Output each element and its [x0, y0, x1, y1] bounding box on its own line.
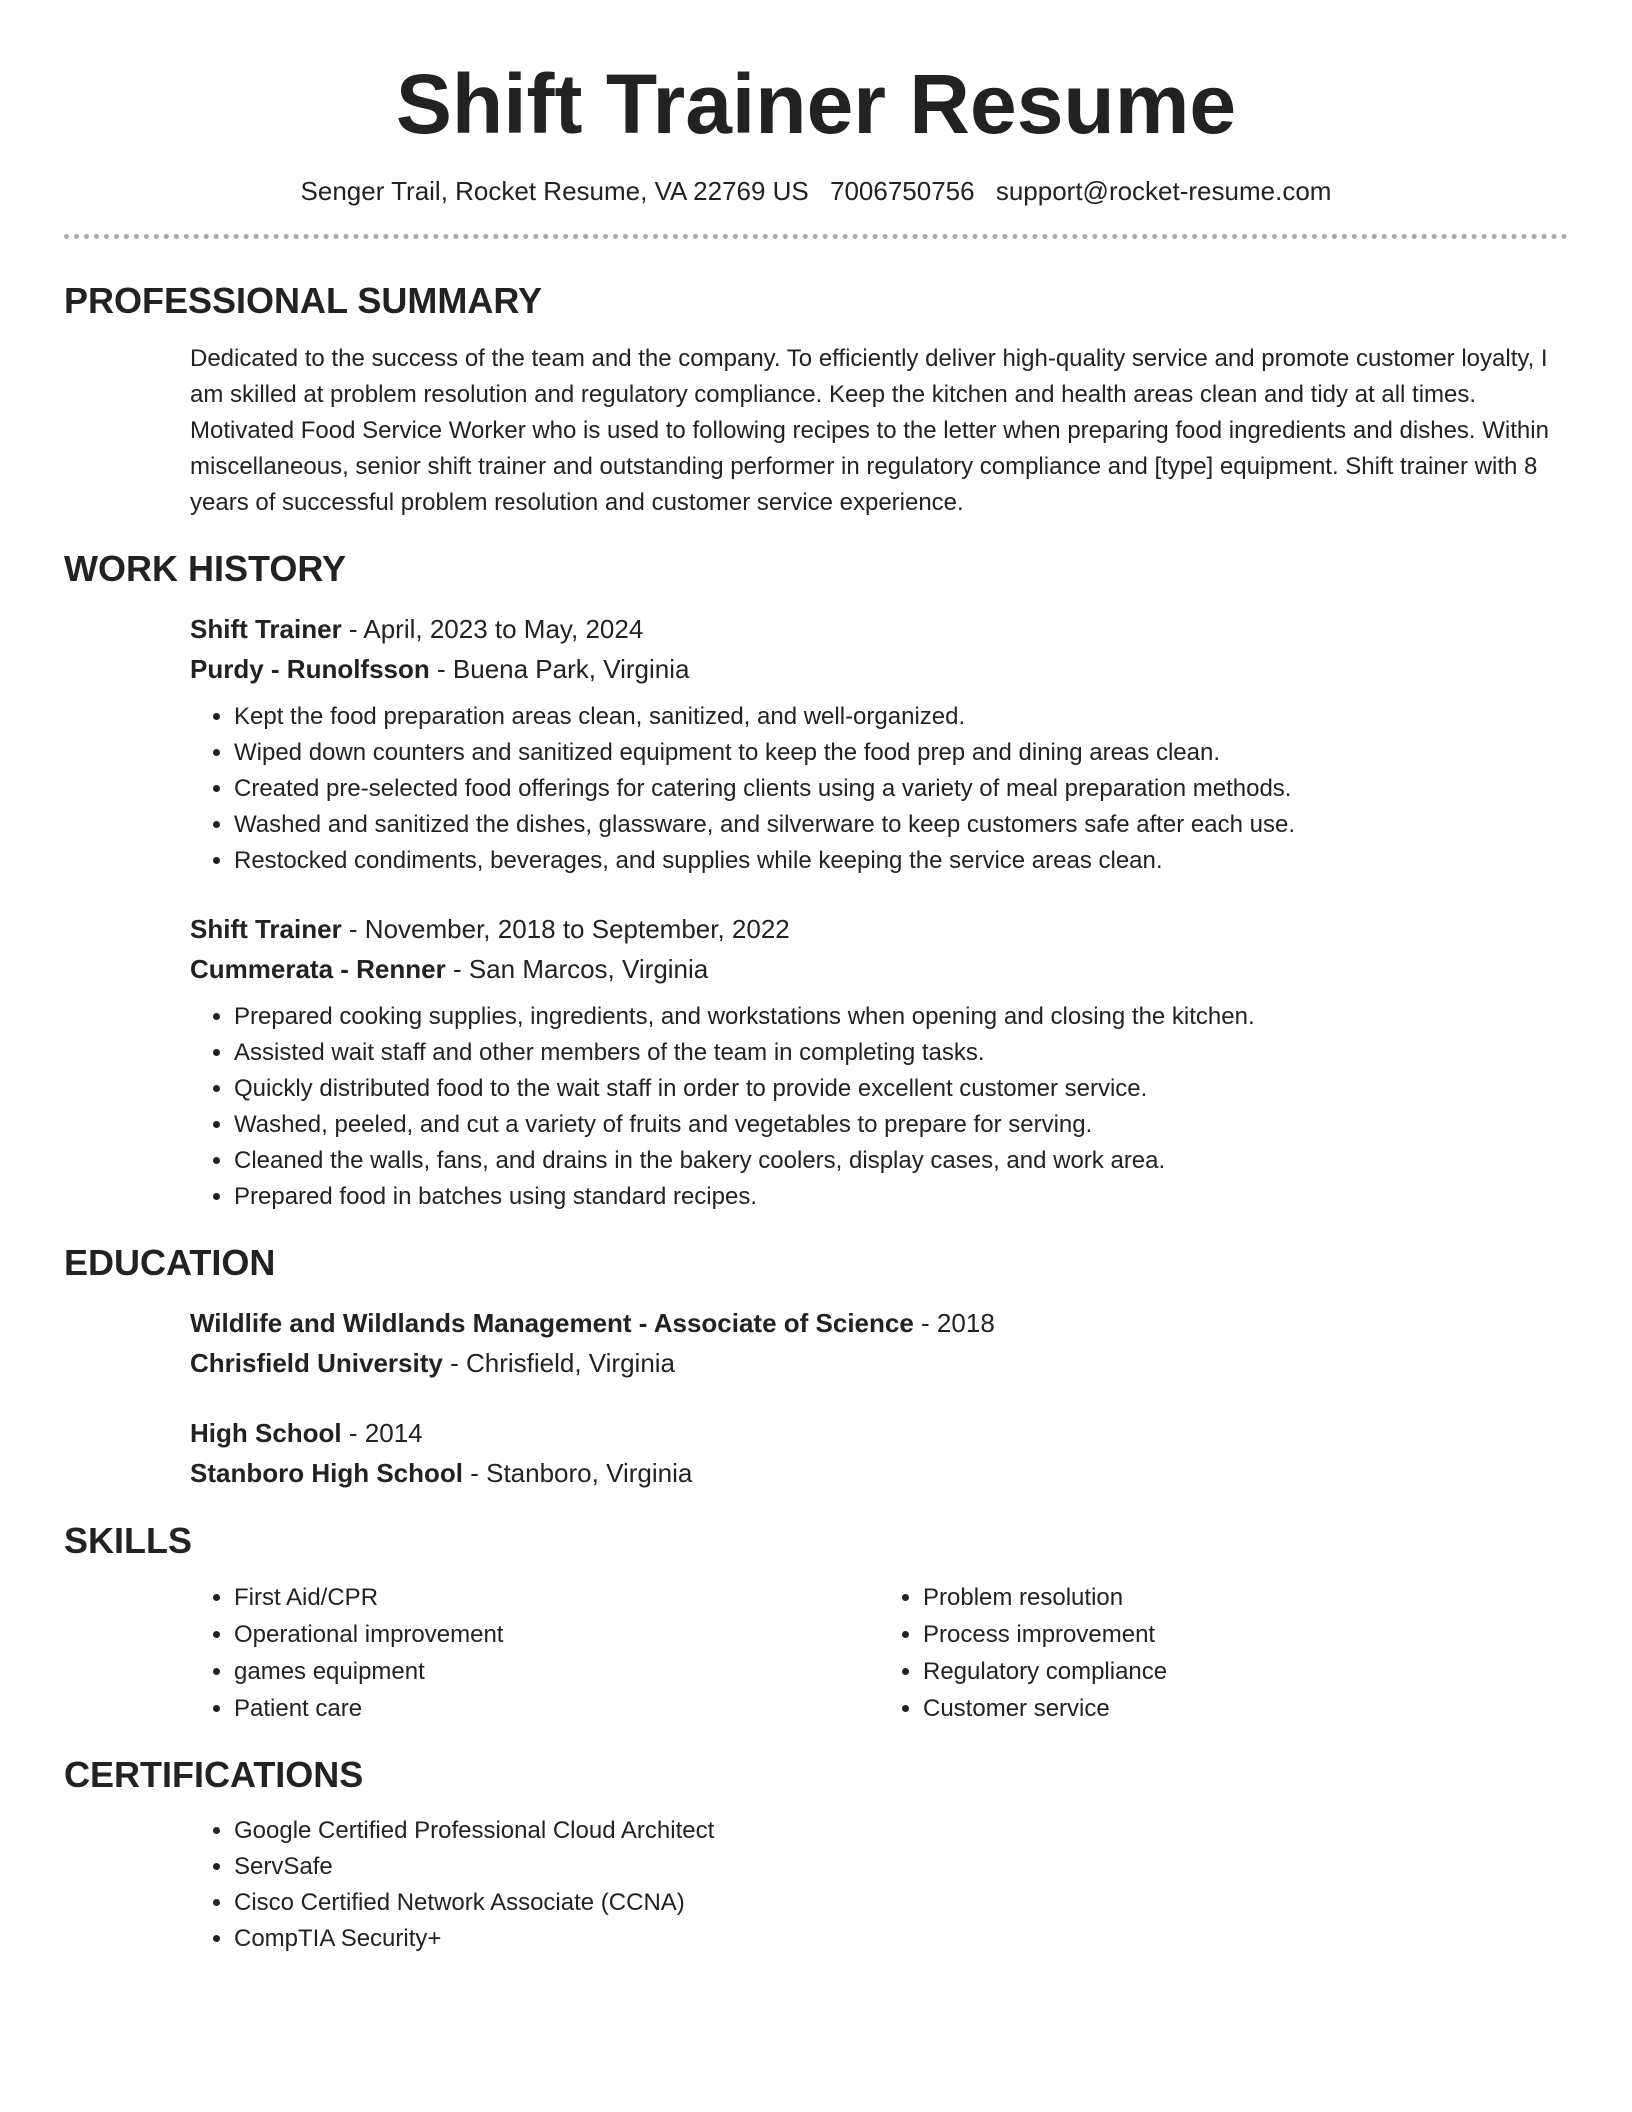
school-line — [190, 1343, 1568, 1383]
job-title-line — [190, 609, 1568, 649]
skills-list-right — [879, 1579, 1568, 1727]
degree-line — [190, 1413, 1568, 1453]
summary-text: Dedicated to the success of the team and the company. To efficiently deliver high-quality service and promote customer loyalty, I am skilled at problem resolution and regulatory compliance. Keep the kitchen and health areas clean and tidy at all times. Motivated Food Service Worker who is used to following recipes to the letter when preparing food ingredients and dishes. Within miscellaneous, senior shift trainer and outstanding performer in regulatory compliance and [type] equipment. Shift trainer with 8 years of successful problem resolution and customer service experience. — [190, 345, 1549, 516]
list-item: • Prepared cooking supplies, ingredients, and workstations when opening and closing the kitchen. — [234, 999, 1568, 1035]
education-section — [190, 1303, 1568, 1493]
job-duties-list — [190, 699, 1568, 879]
job-entry — [190, 609, 1568, 879]
skills-list-left — [190, 1579, 879, 1727]
list-item: • Kept the food preparation areas clean, sanitized, and well-organized. — [234, 699, 1568, 735]
summary-heading: PROFESSIONAL SUMMARY — [64, 280, 543, 321]
skill-item: • First Aid/CPR — [234, 1579, 879, 1616]
job-company: Cummerata - Renner — [190, 954, 446, 984]
list-item: • Wiped down counters and sanitized equipment to keep the food prep and dining areas clean. — [234, 735, 1568, 771]
education-entry — [190, 1413, 1568, 1493]
contact-phone: 7006750756 — [829, 176, 975, 206]
skills-section — [190, 1579, 1568, 1727]
skill-item: • games equipment — [234, 1653, 879, 1690]
list-item: • Cleaned the walls, fans, and drains in the bakery coolers, display cases, and work area. — [234, 1143, 1568, 1179]
work-history-section — [190, 609, 1568, 1215]
degree-year: - 2014 — [341, 1418, 423, 1448]
skill-item: • Patient care — [234, 1690, 879, 1727]
job-company: Purdy - Runolfsson — [190, 654, 430, 684]
resume-page — [64, 0, 1568, 1957]
certifications-heading: CERTIFICATIONS — [64, 1754, 364, 1795]
list-item: • Assisted wait staff and other members of the team in completing tasks. — [234, 1035, 1568, 1071]
certification-item: • ServSafe — [234, 1849, 1568, 1885]
work-history-heading: WORK HISTORY — [64, 548, 347, 589]
skill-item: • Operational improvement — [234, 1616, 879, 1653]
contact-line — [64, 174, 1568, 208]
resume-title: Shift Trainer Resume — [395, 57, 1237, 151]
contact-email: support@rocket-resume.com — [995, 176, 1332, 206]
education-heading: EDUCATION — [64, 1242, 276, 1283]
skills-heading: SKILLS — [64, 1520, 193, 1561]
school-location: - Chrisfield, Virginia — [442, 1348, 676, 1378]
job-role: Shift Trainer — [190, 614, 342, 644]
job-dates: - November, 2018 to September, 2022 — [341, 914, 790, 944]
certification-item: • CompTIA Security+ — [234, 1921, 1568, 1957]
skill-item: • Problem resolution — [923, 1579, 1568, 1616]
certifications-list — [190, 1813, 1568, 1957]
skill-item: • Process improvement — [923, 1616, 1568, 1653]
job-role: Shift Trainer — [190, 914, 342, 944]
list-item: • Restocked condiments, beverages, and supplies while keeping the service areas clean. — [234, 843, 1568, 879]
list-item: • Prepared food in batches using standard recipes. — [234, 1179, 1568, 1215]
list-item: • Quickly distributed food to the wait staff in order to provide excellent customer service. — [234, 1071, 1568, 1107]
skill-item: • Regulatory compliance — [923, 1653, 1568, 1690]
job-dates: - April, 2023 to May, 2024 — [341, 614, 644, 644]
list-item: • Washed and sanitized the dishes, glassware, and silverware to keep customers safe after each use. — [234, 807, 1568, 843]
job-company-line — [190, 949, 1568, 989]
list-item: • Washed, peeled, and cut a variety of fruits and vegetables to prepare for serving. — [234, 1107, 1568, 1143]
degree-line — [190, 1303, 1568, 1343]
degree-name: High School — [190, 1418, 342, 1448]
education-entry — [190, 1303, 1568, 1383]
job-entry — [190, 909, 1568, 1215]
job-location: - San Marcos, Virginia — [445, 954, 709, 984]
job-location: - Buena Park, Virginia — [429, 654, 690, 684]
school-name: Stanboro High School — [190, 1458, 463, 1488]
school-location: - Stanboro, Virginia — [463, 1458, 693, 1488]
skill-item: • Customer service — [923, 1690, 1568, 1727]
skills-grid — [190, 1579, 1568, 1727]
school-line — [190, 1453, 1568, 1493]
header-divider — [64, 234, 1568, 239]
summary-section — [190, 341, 1568, 521]
list-item: • Created pre-selected food offerings for catering clients using a variety of meal preparation methods. — [234, 771, 1568, 807]
certification-item: • Cisco Certified Network Associate (CCNA) — [234, 1885, 1568, 1921]
degree-year: - 2018 — [913, 1308, 995, 1338]
certification-item: • Google Certified Professional Cloud Architect — [234, 1813, 1568, 1849]
job-duties-list — [190, 999, 1568, 1215]
job-title-line — [190, 909, 1568, 949]
degree-name: Wildlife and Wildlands Management - Associate of Science — [190, 1308, 914, 1338]
school-name: Chrisfield University — [190, 1348, 443, 1378]
certifications-section — [190, 1813, 1568, 1957]
contact-address: Senger Trail, Rocket Resume, VA 22769 US — [300, 176, 809, 206]
job-company-line — [190, 649, 1568, 689]
